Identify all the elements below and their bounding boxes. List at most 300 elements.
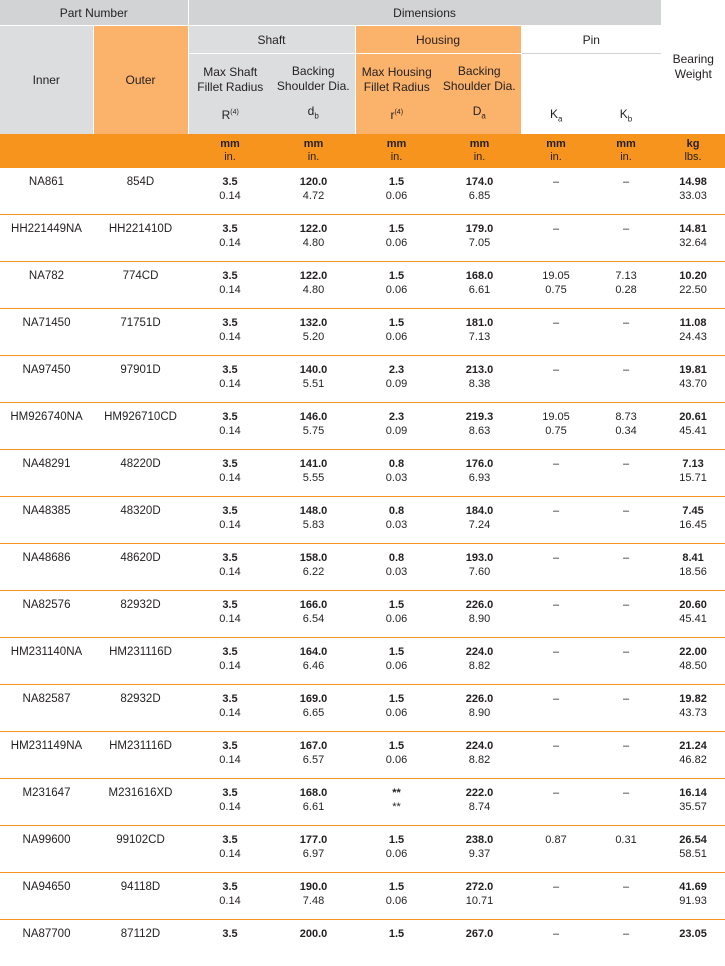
pin-ka-metric: – (521, 739, 591, 753)
inner-part-number-cell: M231647 (0, 779, 93, 826)
shaft-backing-diameter-imperial: 6.97 (272, 847, 355, 861)
outer-part-number-cell: 71751D (93, 309, 188, 356)
inner-part-number-cell: NA97450 (0, 356, 93, 403)
inner-part-number-cell: HH221449NA (0, 215, 93, 262)
backing-housing-line1: Backing (438, 64, 521, 79)
housing-fillet-radius-cell (355, 262, 438, 309)
pin-ka-cell (521, 450, 591, 497)
table-row (0, 920, 725, 966)
pin-ka-cell (521, 638, 591, 685)
shaft-fillet-radius-cell (188, 262, 272, 309)
outer-part-number-cell: 97901D (93, 356, 188, 403)
housing-fillet-radius-imperial: 0.03 (355, 518, 438, 532)
pin-kb-metric: – (591, 175, 661, 189)
shaft-fillet-radius-imperial: 0.14 (188, 236, 272, 250)
shaft-fillet-radius-metric: 3.5 (188, 786, 272, 800)
shaft-backing-diameter-metric: 190.0 (272, 880, 355, 894)
shaft-backing-diameter-cell (272, 309, 355, 356)
pin-kb-metric: – (591, 222, 661, 236)
pin-ka-metric: – (521, 363, 591, 377)
bearing-weight-imperial: 43.70 (661, 377, 725, 391)
shaft-fillet-radius-cell (188, 685, 272, 732)
housing-backing-diameter-cell (438, 638, 521, 685)
shaft-backing-diameter-imperial: 5.55 (272, 471, 355, 485)
outer-header: Outer (93, 26, 188, 135)
shaft-fillet-radius-cell (188, 403, 272, 450)
table-row (0, 309, 725, 356)
housing-backing-diameter-imperial: 7.13 (438, 330, 521, 344)
inner-part-number-cell: NA782 (0, 262, 93, 309)
shaft-backing-diameter-metric: 122.0 (272, 222, 355, 236)
housing-backing-diameter-imperial: 7.24 (438, 518, 521, 532)
units-band (0, 134, 725, 168)
pin-ka-metric: – (521, 927, 591, 941)
shaft-fillet-radius-imperial: 0.14 (188, 612, 272, 626)
shaft-backing-diameter-cell (272, 920, 355, 966)
pin-ka-cell (521, 356, 591, 403)
shaft-backing-diameter-cell (272, 638, 355, 685)
housing-fillet-radius-imperial: 0.06 (355, 753, 438, 767)
max-shaft-fillet-symbol: $R^{(4)}$ (189, 105, 273, 123)
pin-kb-metric: – (591, 598, 661, 612)
housing-backing-diameter-cell (438, 920, 521, 966)
housing-fillet-radius-imperial: 0.06 (355, 236, 438, 250)
pin-ka-cell (521, 497, 591, 544)
inner-part-number-cell: NA71450 (0, 309, 93, 356)
housing-backing-diameter-metric: 238.0 (438, 833, 521, 847)
pin-ka-metric: – (521, 316, 591, 330)
shaft-fillet-radius-metric: 3.5 (188, 880, 272, 894)
pin-ka-metric: 0.87 (521, 833, 591, 847)
housing-fillet-radius-cell (355, 450, 438, 497)
housing-fillet-radius-cell (355, 685, 438, 732)
shaft-backing-diameter-metric: 158.0 (272, 551, 355, 565)
pin-ka-cell (521, 215, 591, 262)
pin-kb-cell (591, 497, 661, 544)
pin-ka-cell (521, 779, 591, 826)
table-row (0, 685, 725, 732)
inner-part-number-cell: NA48686 (0, 544, 93, 591)
housing-backing-diameter-cell (438, 356, 521, 403)
table-row (0, 356, 725, 403)
shaft-backing-diameter-cell (272, 779, 355, 826)
pin-kb-cell (591, 168, 661, 215)
housing-fillet-radius-cell (355, 544, 438, 591)
housing-fillet-radius-imperial: 0.06 (355, 659, 438, 673)
shaft-fillet-radius-cell (188, 450, 272, 497)
housing-backing-diameter-imperial: 8.90 (438, 612, 521, 626)
bearing-weight-imperial: 45.41 (661, 424, 725, 438)
shaft-backing-diameter-imperial: 5.20 (272, 330, 355, 344)
bearing-weight-cell (661, 779, 725, 826)
housing-backing-diameter-metric: 226.0 (438, 692, 521, 706)
shaft-backing-diameter-cell (272, 826, 355, 873)
bearing-weight-cell (661, 450, 725, 497)
max-shaft-fillet-line2: Fillet Radius (189, 80, 273, 95)
shaft-fillet-radius-imperial: 0.14 (188, 471, 272, 485)
housing-backing-diameter-cell (438, 215, 521, 262)
housing-fillet-radius-imperial: 0.06 (355, 283, 438, 297)
housing-header: Housing (355, 26, 521, 54)
pin-kb-cell (591, 873, 661, 920)
outer-part-number-cell: 82932D (93, 685, 188, 732)
shaft-backing-diameter-imperial: 5.51 (272, 377, 355, 391)
shaft-backing-diameter-cell (272, 544, 355, 591)
housing-fillet-radius-cell (355, 403, 438, 450)
shaft-fillet-radius-metric: 3.5 (188, 410, 272, 424)
shaft-fillet-radius-imperial: 0.14 (188, 377, 272, 391)
pin-kb-metric: – (591, 692, 661, 706)
inner-part-number-cell: NA48385 (0, 497, 93, 544)
backing-shaft-symbol: $d_b$ (272, 104, 355, 123)
shaft-backing-diameter-cell (272, 873, 355, 920)
housing-backing-diameter-imperial: 6.85 (438, 189, 521, 203)
shaft-backing-diameter-metric: 167.0 (272, 739, 355, 753)
housing-fillet-radius-imperial: 0.06 (355, 894, 438, 908)
bearing-weight-imperial: 46.82 (661, 753, 725, 767)
bearing-weight-cell (661, 638, 725, 685)
bearing-weight-metric: 20.60 (661, 598, 725, 612)
pin-ka-metric: – (521, 504, 591, 518)
housing-backing-diameter-cell (438, 544, 521, 591)
pin-kb-metric: – (591, 363, 661, 377)
housing-fillet-radius-cell (355, 638, 438, 685)
kb-header: $K_b$ (591, 54, 661, 135)
housing-fillet-radius-metric: 0.8 (355, 504, 438, 518)
housing-backing-diameter-cell (438, 450, 521, 497)
max-housing-fillet-line2: Fillet Radius (356, 80, 439, 95)
pin-kb-metric: – (591, 927, 661, 941)
shaft-backing-diameter-metric: 166.0 (272, 598, 355, 612)
pin-ka-imperial: 0.75 (521, 283, 591, 297)
shaft-backing-diameter-cell (272, 497, 355, 544)
housing-backing-diameter-cell (438, 873, 521, 920)
inner-part-number-cell: NA48291 (0, 450, 93, 497)
bearing-weight-metric: 23.05 (661, 927, 725, 941)
pin-kb-cell (591, 262, 661, 309)
bearing-weight-imperial: 58.51 (661, 847, 725, 861)
shaft-fillet-radius-metric: 3.5 (188, 222, 272, 236)
shaft-fillet-radius-imperial: 0.14 (188, 894, 272, 908)
shaft-fillet-radius-imperial: 0.14 (188, 330, 272, 344)
shaft-fillet-radius-imperial: 0.14 (188, 518, 272, 532)
shaft-fillet-radius-metric: 3.5 (188, 739, 272, 753)
bearing-weight-cell (661, 309, 725, 356)
shaft-backing-diameter-metric: 177.0 (272, 833, 355, 847)
housing-backing-diameter-metric: 181.0 (438, 316, 521, 330)
units-Ka: mm in. (521, 134, 591, 168)
shaft-backing-diameter-metric: 168.0 (272, 786, 355, 800)
housing-fillet-radius-imperial: 0.09 (355, 377, 438, 391)
housing-fillet-radius-metric: 1.5 (355, 269, 438, 283)
shaft-fillet-radius-metric: 3.5 (188, 927, 272, 941)
pin-kb-cell (591, 544, 661, 591)
shaft-fillet-radius-cell (188, 920, 272, 966)
housing-backing-diameter-cell (438, 685, 521, 732)
shaft-backing-diameter-metric: 120.0 (272, 175, 355, 189)
inner-part-number-cell: NA99600 (0, 826, 93, 873)
shaft-fillet-radius-metric: 3.5 (188, 504, 272, 518)
pin-kb-cell (591, 732, 661, 779)
housing-backing-diameter-imperial: 8.38 (438, 377, 521, 391)
housing-backing-diameter-cell (438, 779, 521, 826)
housing-backing-diameter-metric: 272.0 (438, 880, 521, 894)
pin-kb-metric: – (591, 739, 661, 753)
housing-backing-diameter-imperial: 6.61 (438, 283, 521, 297)
shaft-fillet-radius-cell (188, 826, 272, 873)
units-db: mm in. (272, 134, 355, 168)
shaft-fillet-radius-cell (188, 356, 272, 403)
housing-backing-diameter-imperial: 8.82 (438, 753, 521, 767)
shaft-fillet-radius-cell (188, 168, 272, 215)
shaft-fillet-radius-imperial: 0.14 (188, 847, 272, 861)
housing-fillet-radius-imperial: 0.06 (355, 189, 438, 203)
pin-kb-metric: 7.13 (591, 269, 661, 283)
units-outer (93, 134, 188, 168)
shaft-fillet-radius-imperial: 0.14 (188, 283, 272, 297)
pin-kb-metric: – (591, 316, 661, 330)
housing-backing-diameter-imperial: 7.60 (438, 565, 521, 579)
inner-part-number-cell: HM231140NA (0, 638, 93, 685)
housing-fillet-radius-metric: 1.5 (355, 833, 438, 847)
bearing-weight-header (661, 0, 725, 134)
inner-part-number-cell: HM231149NA (0, 732, 93, 779)
backing-housing-line2: Shoulder Dia. (438, 79, 521, 94)
table-row (0, 168, 725, 215)
housing-fillet-radius-metric: 1.5 (355, 645, 438, 659)
shaft-fillet-radius-cell (188, 591, 272, 638)
pin-kb-cell (591, 356, 661, 403)
shaft-fillet-radius-metric: 3.5 (188, 316, 272, 330)
housing-backing-diameter-metric: 193.0 (438, 551, 521, 565)
pin-ka-cell (521, 403, 591, 450)
shaft-backing-diameter-cell (272, 356, 355, 403)
shaft-backing-diameter-imperial: 6.54 (272, 612, 355, 626)
housing-fillet-radius-cell (355, 779, 438, 826)
inner-part-number-cell: NA87700 (0, 920, 93, 966)
shaft-fillet-radius-metric: 3.5 (188, 457, 272, 471)
pin-kb-cell (591, 591, 661, 638)
pin-kb-cell (591, 920, 661, 966)
housing-fillet-radius-cell (355, 873, 438, 920)
shaft-backing-diameter-metric: 164.0 (272, 645, 355, 659)
shaft-backing-diameter-cell (272, 732, 355, 779)
outer-part-number-cell: M231616XD (93, 779, 188, 826)
shaft-fillet-radius-cell (188, 779, 272, 826)
shaft-fillet-radius-metric: 3.5 (188, 833, 272, 847)
shaft-fillet-radius-imperial: 0.14 (188, 189, 272, 203)
housing-backing-diameter-metric: 222.0 (438, 786, 521, 800)
units-inner (0, 134, 93, 168)
housing-backing-diameter-metric: 184.0 (438, 504, 521, 518)
housing-fillet-radius-metric: 0.8 (355, 551, 438, 565)
shaft-fillet-radius-imperial: 0.14 (188, 659, 272, 673)
housing-backing-diameter-metric: 176.0 (438, 457, 521, 471)
shaft-backing-diameter-imperial: 6.46 (272, 659, 355, 673)
pin-kb-cell (591, 450, 661, 497)
housing-backing-diameter-cell (438, 403, 521, 450)
bearing-weight-imperial: 35.57 (661, 800, 725, 814)
bearing-weight-metric: 41.69 (661, 880, 725, 894)
bearing-weight-cell (661, 544, 725, 591)
shaft-backing-diameter-cell (272, 215, 355, 262)
outer-part-number-cell: HM926710CD (93, 403, 188, 450)
shaft-backing-diameter-metric: 148.0 (272, 504, 355, 518)
pin-kb-cell (591, 638, 661, 685)
pin-ka-metric: – (521, 457, 591, 471)
backing-shaft-line2: Shoulder Dia. (272, 79, 355, 94)
pin-ka-cell (521, 309, 591, 356)
inner-part-number-cell: HM926740NA (0, 403, 93, 450)
pin-ka-imperial: 0.75 (521, 424, 591, 438)
backing-housing-header (438, 54, 521, 135)
outer-part-number-cell: 774CD (93, 262, 188, 309)
shaft-fillet-radius-cell (188, 215, 272, 262)
pin-ka-metric: – (521, 222, 591, 236)
inner-part-number-cell: NA82587 (0, 685, 93, 732)
housing-fillet-radius-cell (355, 215, 438, 262)
bearing-weight-imperial: 91.93 (661, 894, 725, 908)
pin-kb-imperial: 0.28 (591, 283, 661, 297)
max-housing-fillet-symbol: $r^{(4)}$ (356, 105, 439, 123)
shaft-fillet-radius-imperial: 0.14 (188, 565, 272, 579)
bearing-weight-metric: 7.45 (661, 504, 725, 518)
housing-fillet-radius-imperial: 0.06 (355, 847, 438, 861)
pin-header: Pin (521, 26, 661, 54)
housing-fillet-radius-metric: 0.8 (355, 457, 438, 471)
housing-fillet-radius-metric: 2.3 (355, 410, 438, 424)
pin-ka-metric: – (521, 175, 591, 189)
outer-part-number-cell: HM231116D (93, 732, 188, 779)
max-shaft-fillet-line1: Max Shaft (189, 65, 273, 80)
bearing-weight-cell (661, 873, 725, 920)
bearing-weight-imperial: 16.45 (661, 518, 725, 532)
housing-fillet-radius-metric: 1.5 (355, 175, 438, 189)
housing-fillet-radius-cell (355, 591, 438, 638)
bearing-weight-cell (661, 732, 725, 779)
housing-backing-diameter-metric: 213.0 (438, 363, 521, 377)
housing-backing-diameter-imperial: 7.05 (438, 236, 521, 250)
housing-fillet-radius-imperial: 0.06 (355, 706, 438, 720)
pin-kb-metric: – (591, 457, 661, 471)
outer-part-number-cell: 87112D (93, 920, 188, 966)
housing-backing-diameter-imperial: 10.71 (438, 894, 521, 908)
pin-ka-cell (521, 732, 591, 779)
bearing-weight-cell (661, 356, 725, 403)
bearing-weight-imperial: 22.50 (661, 283, 725, 297)
outer-part-number-cell: HH221410D (93, 215, 188, 262)
table-row (0, 591, 725, 638)
pin-ka-metric: 19.05 (521, 410, 591, 424)
bearing-weight-metric: 14.81 (661, 222, 725, 236)
housing-fillet-radius-cell (355, 732, 438, 779)
pin-kb-cell (591, 309, 661, 356)
housing-backing-diameter-imperial: 9.37 (438, 847, 521, 861)
bearing-weight-label: Bearing Weight (668, 52, 718, 82)
housing-fillet-radius-cell (355, 826, 438, 873)
pin-ka-metric: – (521, 645, 591, 659)
shaft-backing-diameter-metric: 200.0 (272, 927, 355, 941)
shaft-backing-diameter-imperial: 6.57 (272, 753, 355, 767)
inner-header: Inner (0, 26, 93, 135)
pin-ka-metric: 19.05 (521, 269, 591, 283)
bearing-weight-cell (661, 168, 725, 215)
housing-fillet-radius-imperial: 0.03 (355, 471, 438, 485)
housing-fillet-radius-cell (355, 920, 438, 966)
shaft-backing-diameter-imperial: 6.65 (272, 706, 355, 720)
table-row (0, 779, 725, 826)
shaft-backing-diameter-imperial: 5.75 (272, 424, 355, 438)
outer-part-number-cell: 94118D (93, 873, 188, 920)
bearing-weight-imperial: 45.41 (661, 612, 725, 626)
bearing-weight-metric: 16.14 (661, 786, 725, 800)
pin-kb-cell (591, 779, 661, 826)
inner-part-number-cell: NA94650 (0, 873, 93, 920)
housing-fillet-radius-imperial: 0.03 (355, 565, 438, 579)
pin-kb-metric: – (591, 786, 661, 800)
bearing-weight-cell (661, 215, 725, 262)
shaft-fillet-radius-cell (188, 732, 272, 779)
bearing-weight-imperial: 32.64 (661, 236, 725, 250)
housing-backing-diameter-metric: 174.0 (438, 175, 521, 189)
pin-kb-cell (591, 685, 661, 732)
table-row (0, 873, 725, 920)
housing-fillet-radius-metric: 1.5 (355, 598, 438, 612)
housing-fillet-radius-imperial: ** (355, 800, 438, 814)
table-row (0, 215, 725, 262)
bearing-weight-imperial: 43.73 (661, 706, 725, 720)
shaft-backing-diameter-imperial: 7.48 (272, 894, 355, 908)
pin-kb-cell (591, 826, 661, 873)
bearing-weight-metric: 26.54 (661, 833, 725, 847)
outer-part-number-cell: 82932D (93, 591, 188, 638)
pin-kb-imperial: 0.34 (591, 424, 661, 438)
shaft-backing-diameter-cell (272, 262, 355, 309)
shaft-fillet-radius-metric: 3.5 (188, 692, 272, 706)
pin-ka-metric: – (521, 551, 591, 565)
pin-kb-metric: – (591, 504, 661, 518)
shaft-backing-diameter-cell (272, 450, 355, 497)
housing-backing-diameter-imperial: 8.63 (438, 424, 521, 438)
pin-ka-cell (521, 685, 591, 732)
outer-part-number-cell: HM231116D (93, 638, 188, 685)
shaft-fillet-radius-cell (188, 873, 272, 920)
shaft-backing-diameter-metric: 122.0 (272, 269, 355, 283)
housing-backing-diameter-metric: 226.0 (438, 598, 521, 612)
bearing-weight-metric: 10.20 (661, 269, 725, 283)
housing-fillet-radius-imperial: 0.09 (355, 424, 438, 438)
shaft-fillet-radius-imperial: 0.14 (188, 753, 272, 767)
pin-kb-cell (591, 215, 661, 262)
shaft-backing-diameter-imperial: 4.80 (272, 236, 355, 250)
pin-ka-metric: – (521, 786, 591, 800)
housing-backing-diameter-metric: 224.0 (438, 645, 521, 659)
bearing-weight-metric: 14.98 (661, 175, 725, 189)
shaft-backing-diameter-metric: 141.0 (272, 457, 355, 471)
table-row (0, 826, 725, 873)
shaft-fillet-radius-metric: 3.5 (188, 645, 272, 659)
housing-backing-diameter-cell (438, 497, 521, 544)
table-row (0, 638, 725, 685)
outer-part-number-cell: 48320D (93, 497, 188, 544)
shaft-backing-diameter-metric: 132.0 (272, 316, 355, 330)
max-housing-fillet-header (355, 54, 438, 135)
ka-header: $K_a$ (521, 54, 591, 135)
bearing-weight-metric: 19.81 (661, 363, 725, 377)
outer-part-number-cell: 48220D (93, 450, 188, 497)
shaft-backing-diameter-imperial: 4.80 (272, 283, 355, 297)
housing-backing-diameter-cell (438, 168, 521, 215)
